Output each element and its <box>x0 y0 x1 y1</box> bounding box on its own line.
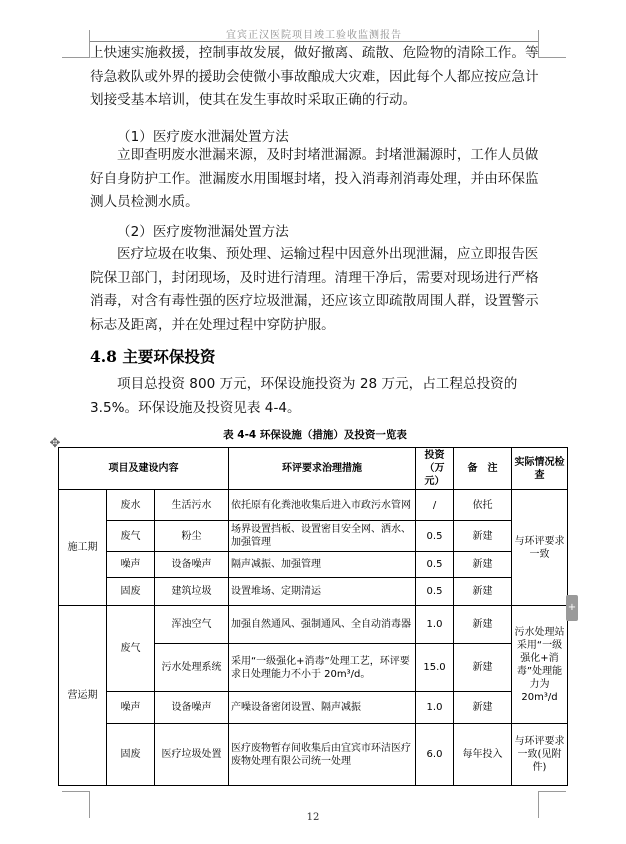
remark-cell: 新建 <box>454 606 512 644</box>
header-remark: 备 注 <box>454 448 512 490</box>
paragraph-medical-waste-leak: 医疗垃圾在收集、预处理、运输过程中因意外出现泄漏，应立即报告医院保卫部门，封闭现场，及时进行清理。清理干净后，需要对现场进行严格消毒，对含有毒性强的医疗垃圾泄漏，还应该立即疏散周围人群，设置警示标志及距离，并在处理过程中穿防护服。 <box>90 246 539 333</box>
item-cell: 医疗垃圾处置 <box>155 724 229 786</box>
table-move-handle-icon[interactable]: ✥ <box>49 436 61 451</box>
remark-cell: 每年投入 <box>454 724 512 786</box>
measure-cell: 隔声减振、加强管理 <box>229 552 416 578</box>
table-row <box>59 692 568 724</box>
table-row <box>59 552 568 578</box>
category-cell: 固废 <box>107 578 155 606</box>
measure-cell: 依托原有化粪池收集后进入市政污水管网 <box>229 490 416 521</box>
category-cell: 废水 <box>107 490 155 521</box>
table-row <box>59 490 568 521</box>
table-row <box>59 724 568 786</box>
header-item: 项目及建设内容 <box>59 448 229 490</box>
item-cell: 生活污水 <box>155 490 229 521</box>
invest-cell: 0.5 <box>416 552 454 578</box>
subheading-wastewater-leak: （1）医疗废水泄漏处置方法 <box>117 129 289 145</box>
measure-cell: 采用“一级强化+消毒”处理工艺，环评要求日处理能力不小于 20m³/d。 <box>229 644 416 692</box>
crop-mark-top-right-h <box>538 57 566 58</box>
item-cell: 浑浊空气 <box>155 606 229 644</box>
item-cell: 设备噪声 <box>155 692 229 724</box>
remark-cell: 新建 <box>454 552 512 578</box>
section-title-env-investment: 4.8 主要环保投资 <box>90 347 216 366</box>
subheading-medical-waste-leak: （2）医疗废物泄漏处置方法 <box>117 224 289 240</box>
period-cell: 营运期 <box>59 606 107 786</box>
invest-cell: 15.0 <box>416 644 454 692</box>
invest-cell: 6.0 <box>416 724 454 786</box>
invest-cell: 0.5 <box>416 578 454 606</box>
page-number: 12 <box>306 812 320 823</box>
item-cell: 设备噪声 <box>155 552 229 578</box>
measure-cell: 场界设置挡板、设置密目安全网、洒水、加强管理 <box>229 521 416 552</box>
header-measure: 环评要求治理措施 <box>229 448 416 490</box>
measure-cell: 加强自然通风、强制通风、全自动消毒器 <box>229 606 416 644</box>
table-row <box>59 578 568 606</box>
measure-cell: 医疗废物暂存间收集后由宜宾市环洁医疗废物处理有限公司统一处理 <box>229 724 416 786</box>
invest-cell: / <box>416 490 454 521</box>
item-cell: 粉尘 <box>155 521 229 552</box>
paragraph-investment-summary: 项目总投资 800 万元，环保设施投资为 28 万元，占工程总投资的 3.5%。环保设施及投资见表 4-4。 <box>90 376 518 416</box>
crop-mark-bottom-right-h <box>538 791 566 792</box>
status-cell: 与环评要求一致 <box>512 490 568 606</box>
table-header-row <box>59 448 568 490</box>
category-cell: 废气 <box>107 606 155 692</box>
paragraph-emergency-intro: 上快速实施救援，控制事故发展，做好撤离、疏散、危险物的清除工作。等待急救队或外界的援助会使微小事故酿成大灾难，因此每个人都应按应急计划接受基本培训，使其在发生事故时采取正确的行动。 <box>90 45 539 108</box>
status-cell: 污水处理站采用“一级强化+消毒”处理能力为 20m³/d <box>512 606 568 724</box>
remark-cell: 新建 <box>454 521 512 552</box>
header-invest: 投资（万元） <box>416 448 454 490</box>
remark-cell: 新建 <box>454 692 512 724</box>
status-cell: 与环评要求一致(见附件) <box>512 724 568 786</box>
category-cell: 噪声 <box>107 552 155 578</box>
measure-cell: 设置堆场、定期清运 <box>229 578 416 606</box>
remark-cell: 新建 <box>454 578 512 606</box>
running-header: 宜宾正汉医院项目竣工验收监测报告 <box>226 30 402 41</box>
category-cell: 噪声 <box>107 692 155 724</box>
crop-mark-top-left-h <box>62 57 90 58</box>
table-row <box>59 521 568 552</box>
add-column-icon[interactable]: + <box>566 595 578 621</box>
invest-cell: 1.0 <box>416 606 454 644</box>
remark-cell: 新建 <box>454 644 512 692</box>
item-cell: 污水处理系统 <box>155 644 229 692</box>
paragraph-wastewater-leak: 立即查明废水泄漏来源，及时封堵泄漏源。封堵泄漏源时，工作人员做好自身防护工作。泄漏废水用围堰封堵，投入消毒剂消毒处理，并由环保监测人员检测水质。 <box>90 147 539 210</box>
invest-cell: 1.0 <box>416 692 454 724</box>
crop-mark-bottom-left-h <box>62 791 90 792</box>
invest-cell: 0.5 <box>416 521 454 552</box>
remark-cell: 依托 <box>454 490 512 521</box>
period-cell: 施工期 <box>59 490 107 606</box>
table-caption: 表 4-4 环保设施（措施）及投资一览表 <box>223 429 407 441</box>
item-cell: 建筑垃圾 <box>155 578 229 606</box>
header-status: 实际情况检查 <box>512 448 568 490</box>
category-cell: 废气 <box>107 521 155 552</box>
measure-cell: 产噪设备密闭设置、隔声减振 <box>229 692 416 724</box>
table-row <box>59 606 568 644</box>
investment-table <box>58 447 568 786</box>
category-cell: 固废 <box>107 724 155 786</box>
